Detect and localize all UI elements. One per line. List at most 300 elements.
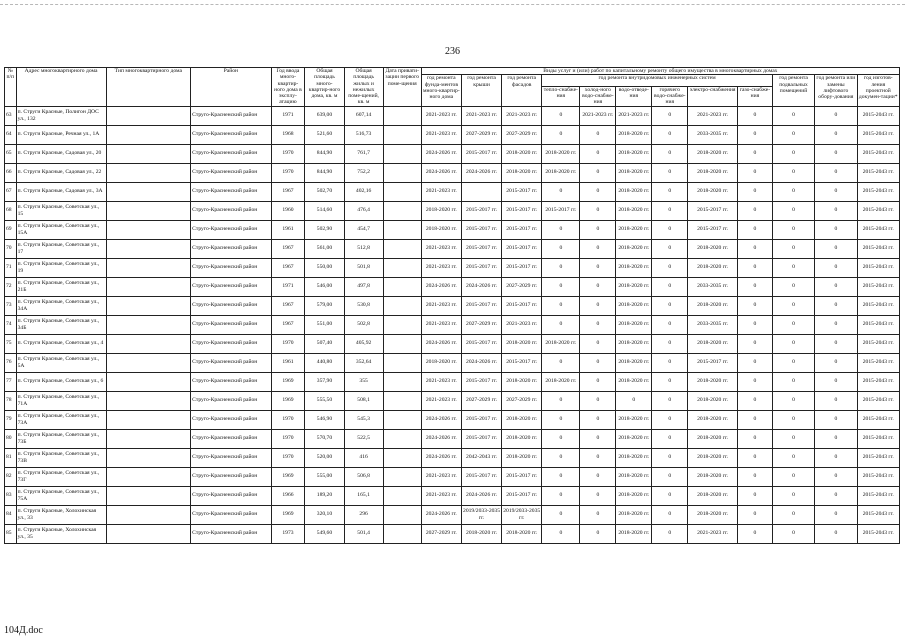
heating-year-cell: 0 <box>542 277 580 296</box>
basement-year-cell: 0 <box>772 163 814 182</box>
total-area-cell: 555,50 <box>305 391 344 410</box>
living-area-cell: 296 <box>344 505 383 524</box>
gas-year-cell: 0 <box>737 163 772 182</box>
row-number: 78 <box>5 391 17 410</box>
district-cell: Струго-Красненский район <box>191 448 271 467</box>
elevator-year-cell: 0 <box>815 429 857 448</box>
address-cell: п. Струги Красные, Советская ул., 19 <box>16 258 106 277</box>
cold-water-year-cell: 0 <box>580 505 616 524</box>
hot-water-year-cell: 0 <box>652 372 688 391</box>
roof-year-cell: 2021-2023 гг. <box>461 106 501 125</box>
total-area-cell: 502,90 <box>305 220 344 239</box>
table-row <box>5 296 900 315</box>
cold-water-year-cell: 0 <box>580 239 616 258</box>
house-type-cell <box>106 163 191 182</box>
gas-year-cell: 0 <box>737 448 772 467</box>
privatization-cell <box>383 296 421 315</box>
district-cell: Струго-Красненский район <box>191 220 271 239</box>
header-electricity: электро-снабжения <box>688 86 738 106</box>
electricity-year-cell: 2015-2017 гг. <box>688 353 738 372</box>
year-built-cell: 1968 <box>271 125 305 144</box>
hot-water-year-cell: 0 <box>652 505 688 524</box>
privatization-cell <box>383 372 421 391</box>
facade-year-cell: 2018-2020 гг. <box>502 334 542 353</box>
design-docs-year-cell: 2015-2043 гг. <box>857 277 900 296</box>
facade-year-cell: 2018-2020 гг. <box>502 372 542 391</box>
privatization-cell <box>383 182 421 201</box>
heating-year-cell: 0 <box>542 505 580 524</box>
gas-year-cell: 0 <box>737 201 772 220</box>
roof-year-cell: 2015-2017 гг. <box>461 372 501 391</box>
district-cell: Струго-Красненский район <box>191 201 271 220</box>
hot-water-year-cell: 0 <box>652 486 688 505</box>
gas-year-cell: 0 <box>737 429 772 448</box>
total-area-cell: 440,80 <box>305 353 344 372</box>
foundation-year-cell: 2024-2026 гг. <box>421 410 461 429</box>
header-heating: тепло-снабже-ния <box>542 86 580 106</box>
facade-year-cell: 2019/2033-2035 гг. <box>502 505 542 524</box>
row-number: 67 <box>5 182 17 201</box>
heating-year-cell: 0 <box>542 429 580 448</box>
house-type-cell <box>106 486 191 505</box>
heating-year-cell: 0 <box>542 182 580 201</box>
heating-year-cell: 0 <box>542 106 580 125</box>
privatization-cell <box>383 144 421 163</box>
row-number: 76 <box>5 353 17 372</box>
total-area-cell: 502,70 <box>305 182 344 201</box>
foundation-year-cell: 2024-2026 гг. <box>421 334 461 353</box>
hot-water-year-cell: 0 <box>652 467 688 486</box>
facade-year-cell: 2027-2029 гг. <box>502 277 542 296</box>
total-area-cell: 320,10 <box>305 505 344 524</box>
electricity-year-cell: 2015-2017 гг. <box>688 201 738 220</box>
house-type-cell <box>106 277 191 296</box>
year-built-cell: 1970 <box>271 410 305 429</box>
address-cell: п. Струги Красные, Советская ул., 21Б <box>16 277 106 296</box>
design-docs-year-cell: 2015-2043 гг. <box>857 429 900 448</box>
elevator-year-cell: 0 <box>815 163 857 182</box>
year-built-cell: 1969 <box>271 372 305 391</box>
living-area-cell: 506,8 <box>344 467 383 486</box>
total-area-cell: 561,00 <box>305 239 344 258</box>
electricity-year-cell: 2021-2023 гг. <box>688 106 738 125</box>
living-area-cell: 545,3 <box>344 410 383 429</box>
basement-year-cell: 0 <box>772 505 814 524</box>
drainage-year-cell: 0 <box>616 391 652 410</box>
drainage-year-cell: 2018-2020 гг. <box>616 486 652 505</box>
facade-year-cell: 2015-2017 гг. <box>502 201 542 220</box>
row-number: 68 <box>5 201 17 220</box>
facade-year-cell: 2015-2017 гг. <box>502 467 542 486</box>
electricity-year-cell: 2018-2020 гг. <box>688 258 738 277</box>
elevator-year-cell: 0 <box>815 182 857 201</box>
basement-year-cell: 0 <box>772 258 814 277</box>
design-docs-year-cell: 2015-2043 гг. <box>857 144 900 163</box>
cold-water-year-cell: 0 <box>580 182 616 201</box>
district-cell: Струго-Красненский район <box>191 372 271 391</box>
privatization-cell <box>383 467 421 486</box>
house-type-cell <box>106 144 191 163</box>
privatization-cell <box>383 353 421 372</box>
header-living-area: Общая площадь жилых и нежилых поме-щений, кв. м <box>344 68 383 107</box>
total-area-cell: 579,00 <box>305 296 344 315</box>
electricity-year-cell: 2018-2020 гг. <box>688 391 738 410</box>
year-built-cell: 1970 <box>271 429 305 448</box>
facade-year-cell: 2027-2029 гг. <box>502 391 542 410</box>
year-built-cell: 1961 <box>271 353 305 372</box>
gas-year-cell: 0 <box>737 239 772 258</box>
gas-year-cell: 0 <box>737 182 772 201</box>
address-cell: п. Струги Красные, Советская ул., 73В <box>16 448 106 467</box>
row-number: 65 <box>5 144 17 163</box>
living-area-cell: 352,64 <box>344 353 383 372</box>
elevator-year-cell: 0 <box>815 486 857 505</box>
basement-year-cell: 0 <box>772 429 814 448</box>
heating-year-cell: 2018-2020 гг. <box>542 163 580 182</box>
year-built-cell: 1966 <box>271 486 305 505</box>
total-area-cell: 520,00 <box>305 448 344 467</box>
heating-year-cell: 0 <box>542 239 580 258</box>
district-cell: Струго-Красненский район <box>191 144 271 163</box>
gas-year-cell: 0 <box>737 505 772 524</box>
header-roof: год ремонта крыши <box>461 75 501 106</box>
foundation-year-cell: 2021-2023 гг. <box>421 125 461 144</box>
heating-year-cell: 0 <box>542 467 580 486</box>
district-cell: Струго-Красненский район <box>191 429 271 448</box>
privatization-cell <box>383 239 421 258</box>
foundation-year-cell: 2021-2023 гг. <box>421 315 461 334</box>
header-basement: год ремонта подвальных помещений <box>772 75 814 106</box>
year-built-cell: 1971 <box>271 277 305 296</box>
hot-water-year-cell: 0 <box>652 125 688 144</box>
roof-year-cell: 2027-2029 гг. <box>461 315 501 334</box>
elevator-year-cell: 0 <box>815 448 857 467</box>
cold-water-year-cell: 0 <box>580 315 616 334</box>
year-built-cell: 1969 <box>271 467 305 486</box>
drainage-year-cell: 2018-2020 гг. <box>616 315 652 334</box>
living-area-cell: 512,8 <box>344 239 383 258</box>
cold-water-year-cell: 0 <box>580 467 616 486</box>
row-number: 85 <box>5 524 17 543</box>
cold-water-year-cell: 0 <box>580 201 616 220</box>
electricity-year-cell: 2018-2020 гг. <box>688 334 738 353</box>
total-area-cell: 555,00 <box>305 467 344 486</box>
row-number: 74 <box>5 315 17 334</box>
design-docs-year-cell: 2015-2043 гг. <box>857 106 900 125</box>
row-number: 77 <box>5 372 17 391</box>
district-cell: Струго-Красненский район <box>191 315 271 334</box>
privatization-cell <box>383 429 421 448</box>
total-area-cell: 546,00 <box>305 277 344 296</box>
basement-year-cell: 0 <box>772 239 814 258</box>
district-cell: Струго-Красненский район <box>191 467 271 486</box>
living-area-cell: 497,8 <box>344 277 383 296</box>
hot-water-year-cell: 0 <box>652 296 688 315</box>
year-built-cell: 1967 <box>271 296 305 315</box>
electricity-year-cell: 2018-2020 гг. <box>688 505 738 524</box>
year-built-cell: 1961 <box>271 220 305 239</box>
living-area-cell: 454,7 <box>344 220 383 239</box>
header-total-area: Общая площадь много-квартир-ного дома, кв. м <box>305 68 344 107</box>
design-docs-year-cell: 2015-2043 гг. <box>857 201 900 220</box>
row-number: 82 <box>5 467 17 486</box>
cold-water-year-cell: 0 <box>580 334 616 353</box>
row-number: 64 <box>5 125 17 144</box>
electricity-year-cell: 2015-2017 гг. <box>688 220 738 239</box>
header-privatization-date: Дата привати-зации первого поме-щения <box>383 68 421 107</box>
foundation-year-cell: 2027-2029 гг. <box>421 524 461 543</box>
total-area-cell: 546,90 <box>305 410 344 429</box>
roof-year-cell: 2015-2017 гг. <box>461 334 501 353</box>
address-cell: п. Струги Красные, Садовая ул., 20 <box>16 144 106 163</box>
district-cell: Струго-Красненский район <box>191 125 271 144</box>
basement-year-cell: 0 <box>772 467 814 486</box>
drainage-year-cell: 2018-2020 гг. <box>616 182 652 201</box>
electricity-year-cell: 2033-2035 гг. <box>688 125 738 144</box>
design-docs-year-cell: 2015-2043 гг. <box>857 372 900 391</box>
design-docs-year-cell: 2015-2043 гг. <box>857 182 900 201</box>
roof-year-cell: 2015-2017 гг. <box>461 239 501 258</box>
basement-year-cell: 0 <box>772 448 814 467</box>
address-cell: п. Струги Красные, Советская ул., 73Г <box>16 467 106 486</box>
living-area-cell: 761,7 <box>344 144 383 163</box>
living-area-cell: 752,2 <box>344 163 383 182</box>
cold-water-year-cell: 2021-2023 гг. <box>580 106 616 125</box>
total-area-cell: 570,70 <box>305 429 344 448</box>
district-cell: Струго-Красненский район <box>191 505 271 524</box>
facade-year-cell: 2018-2020 гг. <box>502 524 542 543</box>
header-num: № п/п <box>5 68 17 107</box>
living-area-cell: 508,1 <box>344 391 383 410</box>
district-cell: Струго-Красненский район <box>191 334 271 353</box>
table-row <box>5 106 900 125</box>
heating-year-cell: 0 <box>542 353 580 372</box>
total-area-cell: 844,90 <box>305 163 344 182</box>
facade-year-cell: 2021-2023 гг. <box>502 106 542 125</box>
design-docs-year-cell: 2015-2043 гг. <box>857 334 900 353</box>
basement-year-cell: 0 <box>772 201 814 220</box>
header-services-group: Виды услуг и (или) работ по капитальному ремонту общего имущества в многоквартирных домах <box>421 68 899 75</box>
drainage-year-cell: 2018-2020 гг. <box>616 258 652 277</box>
drainage-year-cell: 2018-2020 гг. <box>616 334 652 353</box>
gas-year-cell: 0 <box>737 296 772 315</box>
heating-year-cell: 2015-2017 гг. <box>542 201 580 220</box>
address-cell: п. Струги Красные, Советская ул., 34Б <box>16 315 106 334</box>
page-number: 236 <box>445 46 460 57</box>
gas-year-cell: 0 <box>737 524 772 543</box>
foundation-year-cell: 2024-2026 гг. <box>421 448 461 467</box>
drainage-year-cell: 2018-2020 гг. <box>616 144 652 163</box>
roof-year-cell <box>461 182 501 201</box>
total-area-cell: 844,90 <box>305 144 344 163</box>
heating-year-cell: 0 <box>542 448 580 467</box>
year-built-cell: 1970 <box>271 448 305 467</box>
drainage-year-cell: 2018-2020 гг. <box>616 201 652 220</box>
hot-water-year-cell: 0 <box>652 258 688 277</box>
year-built-cell: 1960 <box>271 201 305 220</box>
basement-year-cell: 0 <box>772 372 814 391</box>
foundation-year-cell: 2024-2026 гг. <box>421 429 461 448</box>
electricity-year-cell: 2018-2020 гг. <box>688 467 738 486</box>
design-docs-year-cell: 2015-2043 гг. <box>857 505 900 524</box>
roof-year-cell: 2024-2026 гг. <box>461 486 501 505</box>
address-cell: п. Струги Красные, Садовая ул., 22 <box>16 163 106 182</box>
table-row <box>5 201 900 220</box>
total-area-cell: 550,00 <box>305 258 344 277</box>
table-row <box>5 220 900 239</box>
house-type-cell <box>106 505 191 524</box>
privatization-cell <box>383 315 421 334</box>
living-area-cell: 402,16 <box>344 182 383 201</box>
header-drainage: водо-отведе-ния <box>616 86 652 106</box>
header-hot-water: горячего водо-снабже-ния <box>652 86 688 106</box>
privatization-cell <box>383 106 421 125</box>
roof-year-cell: 2015-2017 гг. <box>461 220 501 239</box>
year-built-cell: 1970 <box>271 334 305 353</box>
facade-year-cell: 2015-2017 гг. <box>502 182 542 201</box>
foundation-year-cell: 2021-2023 гг. <box>421 239 461 258</box>
design-docs-year-cell: 2015-2043 гг. <box>857 296 900 315</box>
drainage-year-cell: 2018-2020 гг. <box>616 353 652 372</box>
table-row <box>5 258 900 277</box>
heating-year-cell: 0 <box>542 220 580 239</box>
address-cell: п. Струги Красные, Советская ул., 73Б <box>16 429 106 448</box>
total-area-cell: 521,60 <box>305 125 344 144</box>
drainage-year-cell: 2018-2020 гг. <box>616 296 652 315</box>
roof-year-cell: 2015-2017 гг. <box>461 467 501 486</box>
elevator-year-cell: 0 <box>815 410 857 429</box>
table-row <box>5 410 900 429</box>
year-built-cell: 1971 <box>271 106 305 125</box>
foundation-year-cell: 2021-2023 гг. <box>421 467 461 486</box>
year-built-cell: 1969 <box>271 505 305 524</box>
elevator-year-cell: 0 <box>815 296 857 315</box>
basement-year-cell: 0 <box>772 220 814 239</box>
hot-water-year-cell: 0 <box>652 410 688 429</box>
year-built-cell: 1967 <box>271 182 305 201</box>
header-design-docs: год изготов-ления проектной докумен-тации* <box>857 75 900 106</box>
basement-year-cell: 0 <box>772 144 814 163</box>
elevator-year-cell: 0 <box>815 505 857 524</box>
roof-year-cell: 2027-2029 гг. <box>461 125 501 144</box>
cold-water-year-cell: 0 <box>580 448 616 467</box>
basement-year-cell: 0 <box>772 524 814 543</box>
living-area-cell: 165,1 <box>344 486 383 505</box>
year-built-cell: 1969 <box>271 391 305 410</box>
row-number: 69 <box>5 220 17 239</box>
table-row <box>5 429 900 448</box>
drainage-year-cell: 2018-2020 гг. <box>616 372 652 391</box>
address-cell: п. Струги Красные, Советская ул., 4 <box>16 334 106 353</box>
cold-water-year-cell: 0 <box>580 410 616 429</box>
foundation-year-cell: 2018-2020 гг. <box>421 220 461 239</box>
address-cell: п. Струги Красные, Холохинская ул., 35 <box>16 524 106 543</box>
cold-water-year-cell: 0 <box>580 163 616 182</box>
total-area-cell: 507,40 <box>305 334 344 353</box>
header-address: Адрес многоквартирного дома <box>16 68 106 107</box>
address-cell: п. Струги Красные, Советская ул., 34А <box>16 296 106 315</box>
electricity-year-cell: 2018-2020 гг. <box>688 182 738 201</box>
foundation-year-cell: 2024-2026 гг. <box>421 163 461 182</box>
heating-year-cell: 0 <box>542 391 580 410</box>
row-number: 71 <box>5 258 17 277</box>
electricity-year-cell: 2018-2020 гг. <box>688 372 738 391</box>
address-cell: п. Струги Красные, Полигон ДОС ул., 132 <box>16 106 106 125</box>
roof-year-cell: 2018-2020 гг. <box>461 524 501 543</box>
heating-year-cell: 0 <box>542 296 580 315</box>
design-docs-year-cell: 2015-2043 гг. <box>857 239 900 258</box>
gas-year-cell: 0 <box>737 258 772 277</box>
design-docs-year-cell: 2015-2043 гг. <box>857 125 900 144</box>
design-docs-year-cell: 2015-2043 гг. <box>857 258 900 277</box>
header-gas: газо-снабже-ния <box>737 86 772 106</box>
cold-water-year-cell: 0 <box>580 125 616 144</box>
gas-year-cell: 0 <box>737 372 772 391</box>
privatization-cell <box>383 524 421 543</box>
privatization-cell <box>383 277 421 296</box>
table-row <box>5 448 900 467</box>
electricity-year-cell: 2018-2020 гг. <box>688 486 738 505</box>
elevator-year-cell: 0 <box>815 391 857 410</box>
foundation-year-cell: 2021-2023 гг. <box>421 182 461 201</box>
hot-water-year-cell: 0 <box>652 277 688 296</box>
cold-water-year-cell: 0 <box>580 258 616 277</box>
elevator-year-cell: 0 <box>815 277 857 296</box>
facade-year-cell: 2018-2020 гг. <box>502 448 542 467</box>
footer-filename: 104Д.doc <box>4 625 43 636</box>
row-number: 75 <box>5 334 17 353</box>
drainage-year-cell: 2018-2020 гг. <box>616 429 652 448</box>
foundation-year-cell: 2021-2023 гг. <box>421 486 461 505</box>
cold-water-year-cell: 0 <box>580 220 616 239</box>
electricity-year-cell: 2021-2023 гг. <box>688 524 738 543</box>
heating-year-cell: 2018-2020 гг. <box>542 372 580 391</box>
roof-year-cell: 2027-2029 гг. <box>461 391 501 410</box>
cold-water-year-cell: 0 <box>580 353 616 372</box>
house-type-cell <box>106 201 191 220</box>
elevator-year-cell: 0 <box>815 125 857 144</box>
row-number: 81 <box>5 448 17 467</box>
roof-year-cell: 2015-2017 гг. <box>461 410 501 429</box>
total-area-cell: 549,60 <box>305 524 344 543</box>
district-cell: Струго-Красненский район <box>191 524 271 543</box>
row-number: 83 <box>5 486 17 505</box>
gas-year-cell: 0 <box>737 486 772 505</box>
table-row <box>5 182 900 201</box>
table-row <box>5 163 900 182</box>
drainage-year-cell: 2018-2020 гг. <box>616 448 652 467</box>
facade-year-cell: 2018-2020 гг. <box>502 144 542 163</box>
house-type-cell <box>106 467 191 486</box>
drainage-year-cell: 2018-2020 гг. <box>616 220 652 239</box>
foundation-year-cell: 2018-2020 гг. <box>421 353 461 372</box>
hot-water-year-cell: 0 <box>652 163 688 182</box>
heating-year-cell: 0 <box>542 258 580 277</box>
cold-water-year-cell: 0 <box>580 429 616 448</box>
house-type-cell <box>106 391 191 410</box>
facade-year-cell: 2018-2020 гг. <box>502 410 542 429</box>
header-elevator: год ремонта или замены лифтового обору-дования <box>815 75 857 106</box>
basement-year-cell: 0 <box>772 315 814 334</box>
address-cell: п. Струги Красные, Советская ул., 5А <box>16 353 106 372</box>
design-docs-year-cell: 2015-2043 гг. <box>857 163 900 182</box>
foundation-year-cell: 2021-2023 гг. <box>421 391 461 410</box>
district-cell: Струго-Красненский район <box>191 182 271 201</box>
facade-year-cell: 2021-2023 гг. <box>502 315 542 334</box>
heating-year-cell: 2018-2020 гг. <box>542 144 580 163</box>
house-type-cell <box>106 220 191 239</box>
house-type-cell <box>106 106 191 125</box>
